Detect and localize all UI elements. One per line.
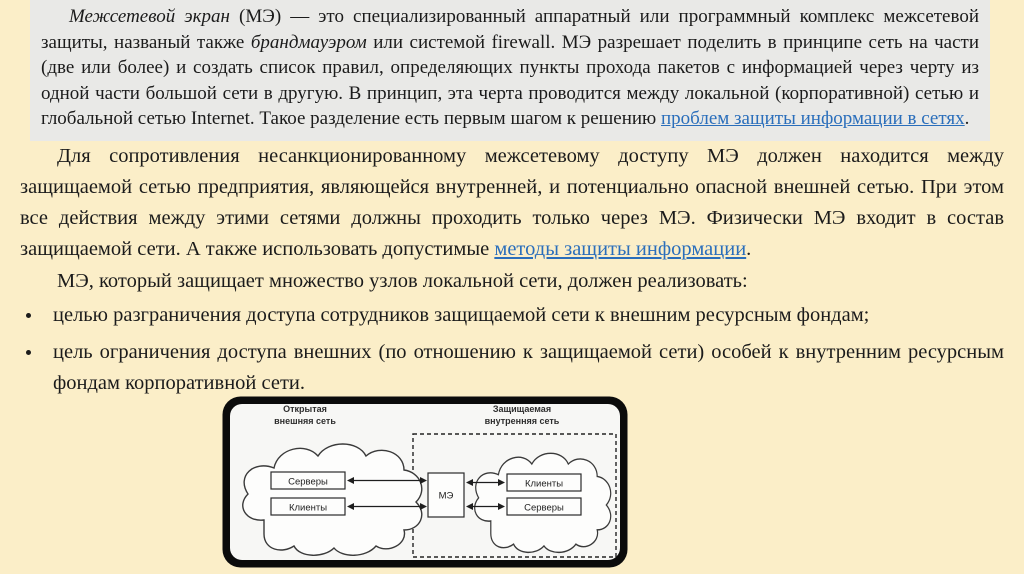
firewall-diagram: [222, 396, 628, 568]
intro-text-segment: (МЭ) — это специализированный аппаратный или программный комплекс межсетевой защиты, названый также: [41, 6, 979, 53]
definition-box: [30, 0, 990, 141]
body-text-segment: .: [746, 238, 752, 260]
external-network-label: Открытая: [283, 404, 327, 414]
firewall-diagram-svg: [222, 396, 628, 568]
paragraph-must-implement: МЭ, который защищает множество узлов локальной сети, должен реализовать:: [57, 270, 748, 292]
internal-network-label: внутренняя сеть: [484, 416, 560, 426]
term-text-brandmauer: брандмауэром: [250, 31, 367, 53]
link-network-security-problems[interactable]: проблем защиты информации в сетях: [661, 108, 965, 129]
external-clients-label: Клиенты: [288, 502, 328, 514]
bullet-item: цель ограничения доступа внешних (по отношению к защищаемой сети) особей к внутренним ресурсным фондам корпоративной сети.: [20, 337, 1004, 399]
internal-network-label: Защищаемая: [492, 404, 552, 414]
paragraph-requirements: [20, 141, 1004, 265]
bullet-item: целью разграничения доступа сотрудников защищаемой сети к внешним ресурсным фондам;: [20, 300, 1004, 331]
bullet-list: [20, 300, 1004, 399]
link-protection-methods[interactable]: методы защиты информации: [494, 238, 747, 260]
firewall-label: МЭ: [438, 490, 454, 502]
external-network-label: внешняя сеть: [274, 416, 336, 426]
intro-text-segment: .: [964, 108, 970, 129]
external-servers-label: Серверы: [288, 476, 328, 488]
body-text: [20, 141, 1004, 399]
internal-servers-label: Серверы: [524, 502, 564, 514]
intro-text-segment: или системой firewall. МЭ разрешает поделить в принципе сеть на части (две или более) и создать список правил, определяющих пункты прохода пакетов с информацией через черту из одной части большой сети в другую. В принцип, эта черта проводится между локальной (корпоративной) сетью и глобальной сетью Internet. Такое разделение есть первым шагом к решению: [41, 31, 979, 129]
internal-clients-label: Клиенты: [524, 478, 564, 490]
term-text: Межсетевой экран: [69, 6, 230, 27]
body-text-segment: Для сопротивления несанкционированному межсетевому доступу МЭ должен находится между защищаемой сетью предприятия, являющейся внутренней, и потенциально опасной внешней сетью. При этом все действия между этими сетями должны проходить только через МЭ. Физически МЭ входит в состав защищаемой сети. А также использовать допустимые: [20, 145, 1004, 260]
